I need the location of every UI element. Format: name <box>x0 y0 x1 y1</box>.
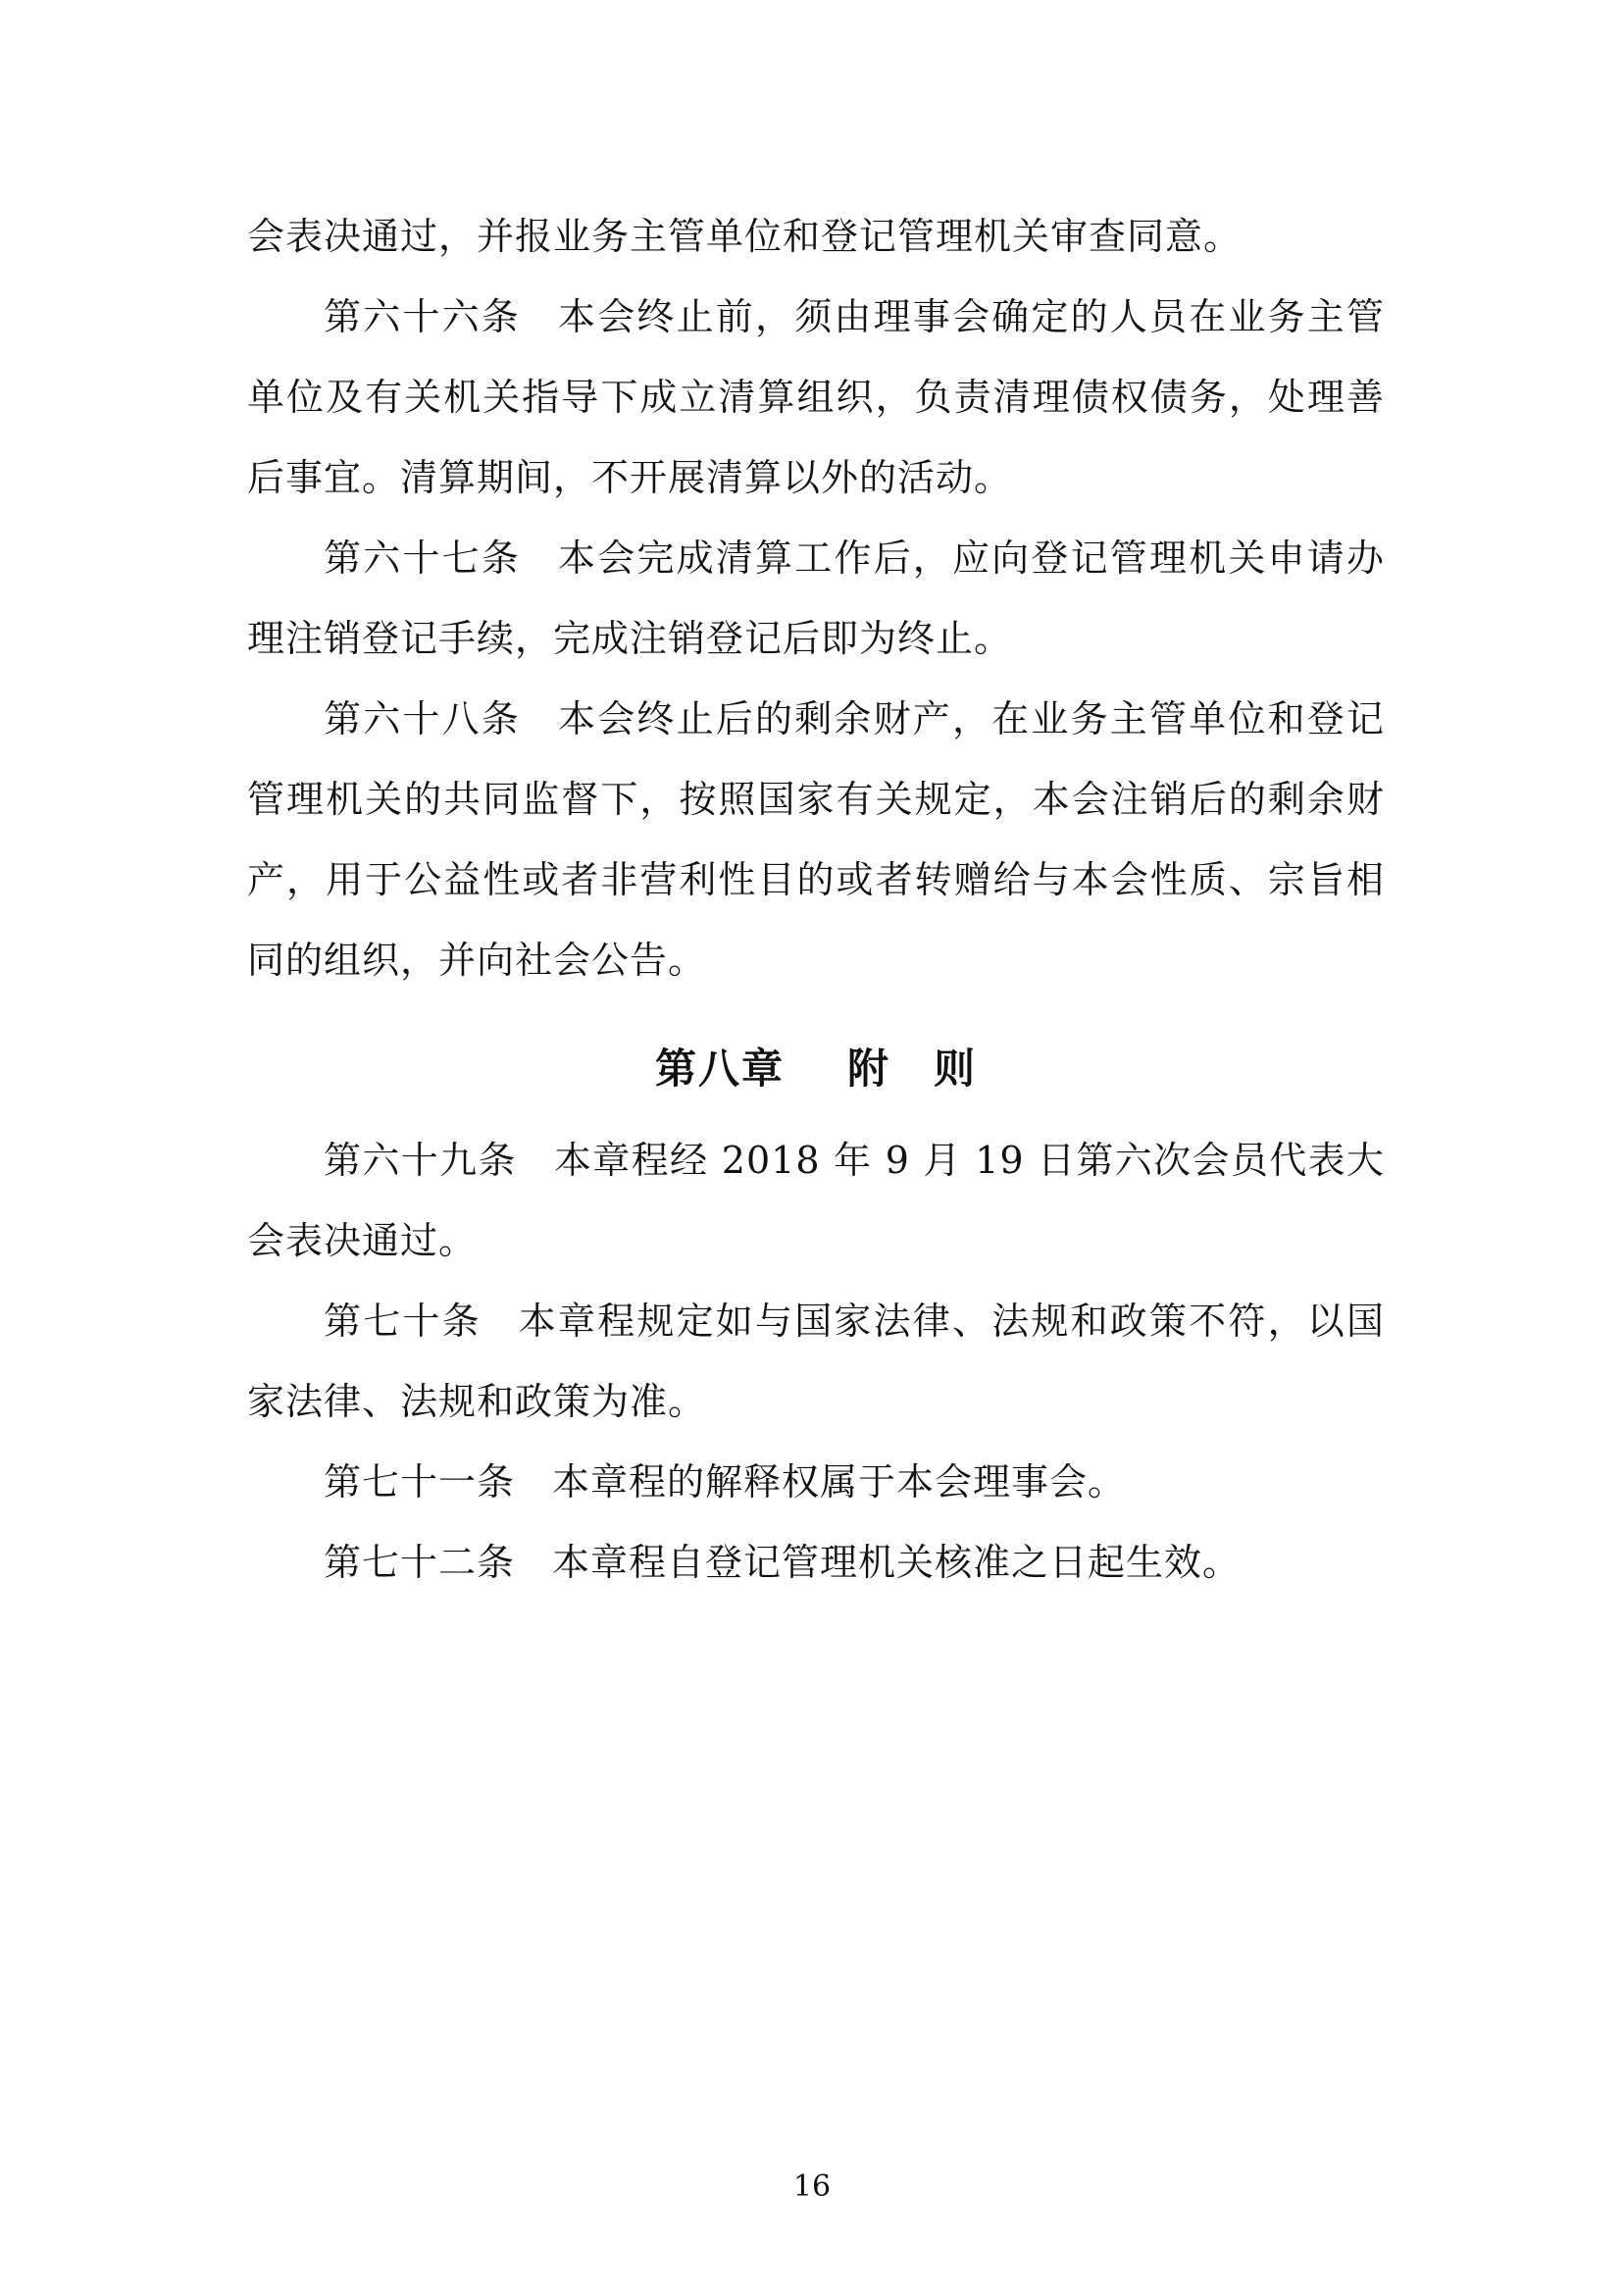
article-number: 第六十八条 <box>324 697 521 740</box>
article-text: 本章程经 2018 年 9 月 19 日第六次会员代表大会表决通过。 <box>247 1139 1385 1262</box>
chapter-title: 附 则 <box>847 1045 978 1093</box>
article-text: 本会终止前，须由理事会确定的人员在业务主管单位及有关机关指导下成立清算组织，负责清理债权债务，处理善后事宜。清算期间，不开展清算以外的活动。 <box>247 295 1385 499</box>
article-text: 本章程的解释权属于本会理事会。 <box>552 1460 1127 1504</box>
article-text: 本会完成清算工作后，应向登记管理机关申请办理注销登记手续，完成注销登记后即为终止。 <box>247 536 1385 660</box>
article-number: 第七十条 <box>324 1300 482 1343</box>
article-66 <box>247 277 1385 518</box>
article-69 <box>247 1120 1385 1281</box>
article-number: 第七十一条 <box>324 1460 516 1504</box>
paragraph-text: 会表决通过，并报业务主管单位和登记管理机关审查同意。 <box>247 215 1243 258</box>
article-number: 第六十九条 <box>324 1139 517 1182</box>
article-71 <box>247 1442 1385 1522</box>
article-text: 本章程规定如与国家法律、法规和政策不符，以国家法律、法规和政策为准。 <box>247 1300 1385 1423</box>
chapter-number: 第八章 <box>654 1045 785 1093</box>
article-72 <box>247 1522 1385 1603</box>
article-number: 第七十二条 <box>324 1541 516 1584</box>
article-number: 第六十七条 <box>324 536 521 580</box>
article-70 <box>247 1281 1385 1442</box>
article-text: 本章程自登记管理机关核准之日起生效。 <box>552 1541 1242 1584</box>
article-number: 第六十六条 <box>324 295 521 338</box>
document-body <box>247 196 1385 1603</box>
article-67 <box>247 518 1385 679</box>
article-text: 本会终止后的剩余财产，在业务主管单位和登记管理机关的共同监督下，按照国家有关规定，本会注销后的剩余财产，用于公益性或者非营利性目的或者转赠给与本会性质、宗旨相同的组织，并向社会公告。 <box>247 697 1385 982</box>
chapter-heading <box>247 1018 1385 1120</box>
paragraph-continuation <box>247 196 1385 277</box>
article-68 <box>247 679 1385 1000</box>
page-number: 16 <box>792 2169 832 2204</box>
